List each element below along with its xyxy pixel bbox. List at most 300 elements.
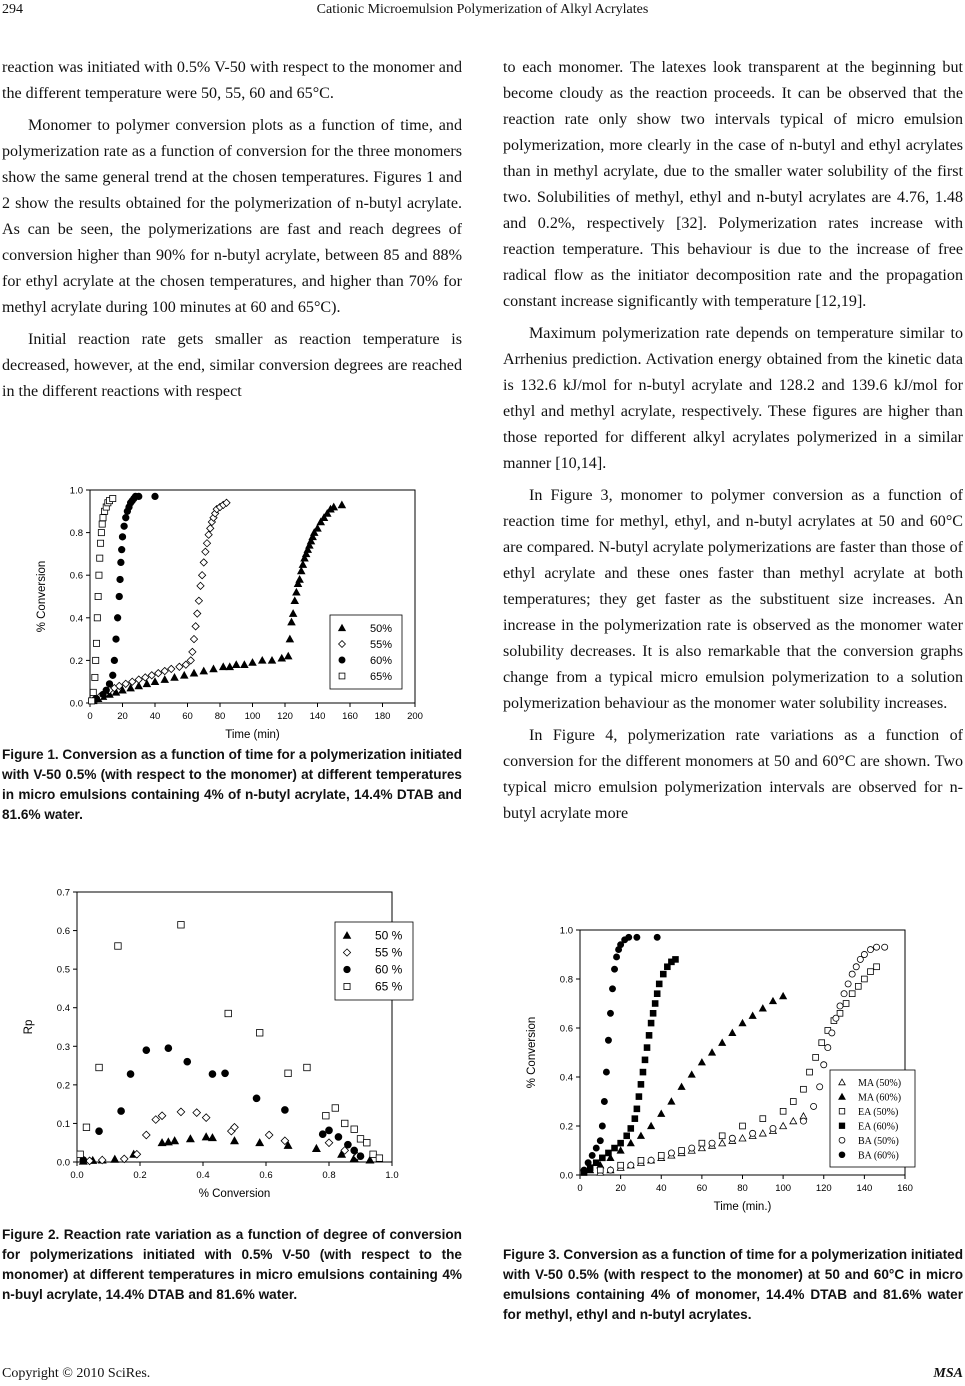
x-tick-label: 80	[737, 1183, 748, 1194]
data-point	[194, 610, 201, 617]
data-point	[200, 667, 207, 673]
data-point	[285, 653, 292, 659]
data-point	[176, 663, 183, 670]
data-point	[184, 1058, 191, 1065]
x-tick-label: 0.8	[322, 1170, 336, 1181]
data-point	[256, 1139, 264, 1146]
y-axis-label: Rp	[23, 1019, 35, 1035]
data-point	[874, 964, 880, 970]
data-point	[199, 572, 206, 579]
data-point	[760, 1116, 766, 1122]
page-header	[0, 0, 965, 22]
data-point	[770, 1125, 776, 1131]
data-point	[628, 1126, 634, 1132]
data-point	[127, 1071, 134, 1078]
data-point	[606, 1150, 612, 1156]
data-point	[837, 1003, 843, 1009]
data-point	[780, 993, 787, 999]
data-point	[618, 1140, 624, 1146]
data-point	[165, 1045, 172, 1052]
data-point	[286, 636, 293, 642]
x-tick-label: 120	[277, 711, 293, 722]
data-point	[709, 1049, 716, 1055]
data-point	[640, 1069, 646, 1075]
x-tick-label: 160	[342, 711, 358, 722]
data-point	[96, 1128, 103, 1135]
data-point	[357, 1153, 364, 1160]
x-tick-label: 60	[696, 1183, 708, 1194]
data-point	[825, 1045, 831, 1051]
data-point	[96, 1064, 102, 1070]
data-point	[135, 676, 142, 683]
legend-label: EA (60%)	[858, 1121, 899, 1133]
legend-marker	[339, 673, 345, 679]
data-point	[658, 1153, 664, 1159]
y-tick-label: 0.0	[56, 1157, 70, 1169]
data-point	[603, 1069, 609, 1075]
x-tick-label: 0.2	[133, 1170, 147, 1181]
data-point	[607, 1010, 613, 1016]
data-point	[98, 530, 104, 536]
data-point	[143, 1131, 151, 1139]
data-point	[119, 534, 125, 540]
data-point	[599, 1123, 605, 1129]
running-title: Cationic Microemulsion Polymerization of Alkyl Acrylates	[316, 2, 649, 17]
data-point	[192, 623, 199, 630]
data-point	[581, 1167, 587, 1173]
figure-3-chart	[526, 905, 930, 1225]
y-tick-label: 0.8	[69, 528, 83, 540]
data-point	[113, 636, 119, 642]
data-point	[231, 1137, 239, 1144]
data-point	[624, 1133, 630, 1139]
legend-marker	[839, 1137, 845, 1143]
legend-label: 60%	[370, 654, 393, 667]
data-point	[638, 1157, 644, 1163]
data-point	[94, 615, 100, 621]
series-60	[80, 1045, 364, 1164]
data-point	[83, 1124, 89, 1130]
data-point	[611, 966, 617, 972]
data-point	[351, 1147, 358, 1154]
paragraph: Initial reaction rate gets smaller as reaction temperature is decreased, however, at the end, similar conversion degrees are reached in the different reactions with respect	[2, 331, 462, 400]
y-tick-label: 1.0	[559, 925, 573, 937]
data-point	[811, 1103, 817, 1109]
data-point	[323, 1112, 329, 1118]
y-tick-label: 0.5	[56, 964, 70, 976]
y-axis-label: % Conversion	[526, 1016, 538, 1089]
data-point	[116, 593, 122, 599]
data-point	[151, 678, 158, 684]
x-tick-label: 160	[897, 1183, 913, 1194]
y-tick-label: 0.6	[559, 1023, 573, 1035]
legend-label: BA (60%)	[858, 1150, 899, 1162]
data-point	[817, 1084, 823, 1090]
y-tick-label: 1.0	[69, 485, 83, 497]
data-point	[114, 615, 120, 621]
data-point	[807, 1069, 813, 1075]
data-point	[679, 1148, 685, 1154]
data-point	[187, 1135, 195, 1142]
y-tick-label: 0.7	[56, 887, 70, 899]
data-point	[617, 1147, 624, 1153]
data-point	[97, 555, 103, 561]
data-point	[304, 1064, 310, 1070]
y-tick-label: 0.2	[69, 655, 83, 667]
x-tick-label: 0.0	[70, 1170, 84, 1181]
data-point	[313, 1145, 321, 1152]
data-point	[95, 593, 101, 599]
page-number: 294	[2, 2, 23, 17]
data-point	[158, 1112, 166, 1120]
data-point	[861, 951, 867, 957]
data-point	[344, 1141, 351, 1148]
x-tick-label: 140	[309, 711, 326, 722]
data-point	[709, 1140, 715, 1146]
x-tick-label: 100	[244, 711, 261, 722]
x-tick-label: 60	[182, 711, 193, 722]
data-point	[849, 971, 855, 977]
data-point	[800, 1118, 806, 1124]
data-point	[278, 655, 285, 661]
legend-marker	[344, 983, 350, 989]
data-point	[861, 976, 867, 982]
x-tick-label: 0.6	[259, 1170, 273, 1181]
data-point	[152, 493, 158, 499]
x-tick-label: 180	[374, 711, 391, 722]
data-point	[855, 983, 861, 989]
data-point	[200, 559, 207, 566]
data-point	[688, 1071, 695, 1077]
x-tick-label: 140	[856, 1183, 873, 1194]
y-tick-label: 0.8	[559, 974, 573, 986]
data-point	[843, 1001, 849, 1007]
data-point	[593, 1160, 599, 1166]
data-point	[171, 1137, 179, 1144]
data-point	[209, 1071, 216, 1078]
x-tick-label: 0	[87, 711, 93, 722]
data-point	[628, 1162, 634, 1168]
x-tick-label: 80	[214, 711, 226, 722]
data-point	[233, 661, 240, 667]
data-point	[759, 1005, 766, 1011]
data-point	[689, 1145, 695, 1151]
data-point	[253, 1095, 260, 1102]
data-point	[249, 659, 256, 665]
data-point	[143, 1047, 150, 1054]
data-point	[325, 1139, 333, 1147]
data-point	[668, 1098, 675, 1104]
data-point	[110, 672, 116, 678]
copyright: Copyright © 2010 SciRes.	[2, 1366, 151, 1381]
data-point	[103, 687, 109, 693]
data-point	[123, 514, 129, 520]
data-point	[121, 523, 127, 529]
data-point	[118, 546, 124, 552]
data-point	[648, 1123, 655, 1129]
data-point	[220, 663, 227, 669]
left-column	[2, 55, 462, 411]
figure-2-caption: Figure 2. Reaction rate variation as a function of degree of conversion for polymerizations initiated with 0.5% V-50 (with respect to the monomer) at different temperatures in micro emulsions containing 4% n-buyl acrylate, 14.4% DTAB and 81.6% water.	[2, 1227, 462, 1302]
data-point	[118, 559, 124, 565]
data-point	[93, 640, 99, 646]
data-point	[332, 1105, 338, 1111]
data-point	[589, 1152, 595, 1158]
legend-label: 60 %	[375, 962, 403, 977]
series-ba-60	[581, 934, 660, 1173]
data-point	[117, 576, 123, 582]
journal-name: MSA	[933, 1366, 963, 1381]
figure-2-chart	[25, 870, 425, 1215]
data-point	[652, 1001, 658, 1007]
data-point	[190, 636, 197, 643]
data-point	[376, 1155, 382, 1161]
data-point	[660, 971, 666, 977]
x-tick-label: 20	[615, 1183, 626, 1194]
data-point	[77, 1151, 83, 1157]
data-point	[268, 657, 275, 663]
data-point	[291, 597, 298, 603]
figure-2	[25, 870, 425, 1215]
data-point	[750, 1130, 756, 1136]
data-point	[729, 1135, 735, 1141]
data-point	[867, 947, 873, 953]
data-point	[210, 665, 217, 671]
data-point	[143, 680, 150, 686]
data-point	[729, 1030, 736, 1036]
data-point	[648, 1157, 654, 1163]
data-point	[370, 1151, 376, 1157]
data-point	[614, 954, 620, 960]
data-point	[148, 672, 155, 679]
data-point	[790, 1099, 796, 1105]
data-point	[299, 561, 306, 567]
data-point	[849, 991, 855, 997]
right-column	[503, 55, 963, 833]
paragraph: Monomer to polymer conversion plots as a function of time, and polymerization rate as a function of conversion for the three monomers show the same general trend at the chosen temperatures. Figures 1 and 2 show the results obtained for the polymerization of n-butyl acrylate. As can be seen, the polymerizations are fast and reach degrees of conversion higher than 90% for n-butyl acrylate, between 85 and 88% for ethyl acrylate at the chosen temperatures, and higher than 70% for methyl acrylate during 100 minutes at 60 and 65°C).	[2, 117, 462, 316]
data-point	[281, 1107, 288, 1114]
data-point	[290, 610, 297, 616]
data-point	[241, 661, 248, 667]
data-point	[195, 597, 202, 604]
data-point	[585, 1160, 591, 1166]
legend-label: 65 %	[375, 979, 403, 994]
legend-label: MA (50%)	[858, 1077, 902, 1089]
data-point	[142, 674, 149, 681]
data-point	[634, 1106, 640, 1112]
data-point	[93, 657, 99, 663]
data-point	[111, 1156, 119, 1163]
data-point	[605, 1037, 611, 1043]
series-50	[90, 501, 346, 703]
data-point	[853, 964, 859, 970]
data-point	[642, 1057, 648, 1063]
legend-label: 55%	[370, 638, 393, 651]
x-tick-label: 200	[407, 711, 423, 722]
data-point	[338, 501, 345, 507]
x-tick-label: 100	[775, 1183, 792, 1194]
data-point	[632, 1116, 638, 1122]
data-point	[202, 548, 209, 555]
y-tick-label: 0.0	[69, 698, 83, 710]
data-point	[648, 1020, 654, 1026]
data-point	[634, 934, 640, 940]
data-point	[790, 1118, 797, 1124]
data-point	[181, 672, 188, 678]
data-point	[601, 1098, 607, 1104]
data-point	[841, 991, 847, 997]
data-point	[298, 567, 305, 573]
x-tick-label: 40	[149, 711, 161, 722]
x-axis-label: Time (min)	[225, 729, 280, 741]
data-point	[225, 1010, 231, 1016]
data-point	[868, 969, 874, 975]
data-point	[293, 589, 300, 595]
data-point	[770, 998, 777, 1004]
legend-marker	[344, 966, 350, 972]
data-point	[749, 1012, 756, 1018]
legend-label: EA (50%)	[858, 1106, 899, 1118]
data-point	[597, 1138, 603, 1144]
data-point	[646, 1032, 652, 1038]
data-point	[821, 1062, 827, 1068]
data-point	[106, 681, 112, 687]
data-point	[207, 525, 214, 532]
y-tick-label: 0.2	[56, 1080, 70, 1092]
data-point	[226, 663, 233, 669]
x-axis-label: % Conversion	[198, 1188, 271, 1200]
x-tick-label: 40	[655, 1183, 667, 1194]
data-point	[698, 1059, 705, 1065]
data-point	[593, 1145, 599, 1151]
data-point	[335, 1134, 342, 1141]
data-point	[780, 1108, 786, 1114]
paragraph: to each monomer. The latexes look transparent at the beginning but become cloudy as the reaction proceeds. It can be observed that the reaction rate only show two intervals typical of micro emulsion polymerization, more clearly in the case of n-butyl and ethyl acrylates than in methyl acrylate, due to the smaller water solubility of the first two. Solubilities of methyl, ethyl and n-butyl acrylates are 4.76, 1.48 and 0.2%, respectively [32]. Polymerization rates increase with reaction temperature. This behaviour is due to the increase of free radical flow as the initiator decomposition rate and the propagation constant increase significantly with temperature [12,19].	[503, 59, 963, 310]
paragraph: In Figure 3, monomer to polymer conversion as a function of reaction time for methyl, ethyl, and n-butyl acrylates at 50 and 60°C are compared. N-butyl acrylate polymerizations are faster than those of ethyl acrylate and these ones faster than methyl acrylate at both temperatures; they get faster as the substituent size increases. An increase in the polymerization rate is observed as the monomer water solubility decreases. It is also remarkable that the conversion graphs change from a typical micro emulsion polymerization to a solution polymerization behaviour as the monomer water solubility increases.	[503, 487, 963, 712]
data-point	[654, 934, 660, 940]
y-axis-label: % Conversion	[36, 560, 48, 633]
paragraph: In Figure 4, polymerization rate variations as a function of conversion for the different monomers at 50 and 60°C are shown. Two typical micro emulsion polymerization intervals are observed for n-butyl acrylate more	[503, 727, 963, 822]
data-point	[599, 1155, 605, 1161]
data-point	[626, 934, 632, 940]
y-tick-label: 0.4	[559, 1072, 573, 1084]
data-point	[152, 1116, 160, 1124]
x-tick-label: 120	[815, 1183, 832, 1194]
figure-3-caption: Figure 3. Conversion as a function of time for a polymerization initiated with V-50 0.5% (with respect to the monomer) at 50 and 60°C in micro emulsions containing 4% of monomer, 14.4% DTAB and 81.6% water for methyl, ethyl and n-butyl acrylates.	[503, 1247, 963, 1322]
x-tick-label: 0	[577, 1183, 583, 1194]
data-point	[285, 1070, 291, 1076]
data-point	[222, 1070, 229, 1077]
data-point	[90, 689, 96, 695]
data-point	[161, 676, 168, 682]
x-axis-label: Time (min.)	[713, 1201, 772, 1213]
data-point	[638, 1132, 645, 1138]
legend-label: 50%	[370, 622, 393, 635]
data-point	[678, 1083, 685, 1089]
data-point	[719, 1133, 725, 1139]
x-tick-label: 20	[117, 711, 128, 722]
data-point	[259, 657, 266, 663]
data-point	[178, 922, 184, 928]
data-point	[89, 698, 95, 704]
y-tick-label: 0.6	[69, 570, 83, 582]
figure-3	[526, 905, 930, 1225]
y-tick-label: 0.4	[56, 1003, 70, 1015]
data-point	[364, 1139, 370, 1145]
y-tick-label: 0.2	[559, 1121, 573, 1133]
data-point	[161, 667, 168, 674]
data-point	[813, 1055, 819, 1061]
paragraph: Maximum polymerization rate depends on temperature similar to Arrhenius prediction. Activation energy obtained from the kinetic data is 132.6 kJ/mol for n-butyl acrylate and 128.2 and 139.6 kJ/mol for ethyl and methyl acrylate, respectively. These figures are higher than those reported for different alkyl acrylates polymerized in a similar manner [10,14].	[503, 325, 963, 472]
legend-marker	[839, 1123, 844, 1128]
figure-1	[25, 465, 435, 740]
data-point	[314, 525, 321, 531]
data-point	[98, 540, 104, 546]
data-point	[111, 657, 117, 663]
data-point	[118, 1108, 125, 1115]
data-point	[342, 1120, 348, 1126]
legend-marker	[839, 1152, 845, 1158]
data-point	[699, 1140, 705, 1146]
data-point	[288, 618, 295, 624]
legend-marker	[339, 657, 345, 663]
data-point	[739, 1020, 746, 1026]
y-tick-label: 0.1	[56, 1118, 70, 1130]
data-point	[296, 576, 303, 582]
data-point	[837, 1010, 843, 1016]
data-point	[326, 1127, 333, 1134]
data-point	[122, 680, 129, 687]
figure-1-chart	[25, 465, 435, 740]
data-point	[319, 1131, 326, 1138]
data-point	[205, 531, 212, 538]
data-point	[607, 1167, 613, 1173]
data-point	[780, 1123, 787, 1129]
data-point	[845, 981, 851, 987]
data-point	[177, 1108, 185, 1116]
legend-label: BA (50%)	[858, 1135, 899, 1147]
data-point	[96, 572, 102, 578]
data-point	[638, 1081, 644, 1087]
data-point	[209, 1134, 217, 1141]
y-tick-label: 0.4	[69, 613, 83, 625]
data-point	[203, 540, 210, 547]
data-point	[202, 1114, 210, 1122]
data-point	[650, 1010, 656, 1016]
data-point	[99, 521, 105, 527]
data-point	[597, 1167, 603, 1173]
data-point	[171, 674, 178, 680]
figure-1-caption: Figure 1. Conversion as a function of time for a polymerization initiated with V-50 0.5% (with respect to the monomer) at different temperatures in micro emulsions containing 4% of n-butyl acrylate, 14.4% DTAB and 81.6% water.	[2, 747, 462, 822]
data-point	[189, 648, 196, 655]
data-point	[673, 957, 679, 963]
data-point	[658, 1110, 665, 1116]
data-point	[833, 1015, 839, 1021]
data-point	[115, 943, 121, 949]
data-point	[829, 1030, 835, 1036]
y-tick-label: 0.3	[56, 1041, 70, 1053]
data-point	[668, 1150, 674, 1156]
data-point	[197, 582, 204, 589]
data-point	[740, 1123, 746, 1129]
legend-label: 65%	[370, 670, 393, 683]
data-point	[92, 674, 98, 680]
data-point	[168, 665, 175, 672]
data-point	[357, 1136, 363, 1142]
data-point	[719, 1039, 726, 1045]
data-point	[801, 1086, 807, 1092]
legend-label: 55 %	[375, 945, 403, 960]
